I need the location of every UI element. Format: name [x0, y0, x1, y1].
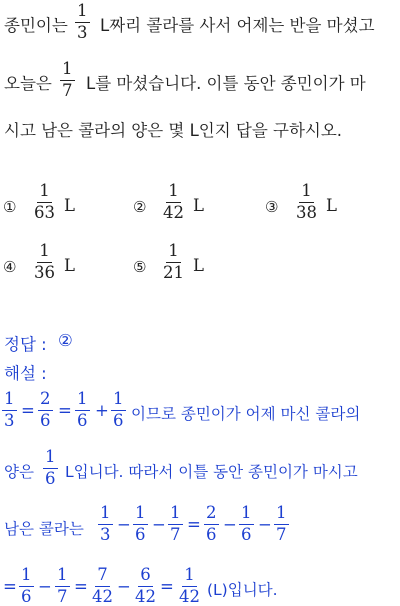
numerator: 1	[43, 449, 58, 469]
choice-fraction	[294, 183, 319, 221]
fraction	[98, 505, 113, 543]
choice-unit: L	[64, 256, 75, 275]
fraction-one-seventh	[60, 61, 75, 99]
numerator: 2	[204, 505, 219, 525]
denominator: 3	[77, 22, 88, 42]
denominator: 7	[170, 524, 181, 544]
fraction	[133, 505, 148, 543]
numerator: 1	[60, 61, 75, 81]
denominator: 38	[296, 202, 317, 222]
denominator: 42	[92, 586, 113, 606]
numerator: 1	[111, 391, 126, 411]
explanation-row4-end: (L)입니다.	[207, 581, 278, 599]
answer-value: ②	[58, 331, 73, 350]
denominator: 42	[135, 586, 156, 606]
denominator: 6	[45, 468, 56, 488]
numerator: 1	[274, 505, 289, 525]
choice-marker: ③	[265, 198, 279, 216]
fraction	[168, 505, 183, 543]
denominator: 36	[34, 262, 55, 282]
denominator: 7	[276, 524, 287, 544]
denominator: 6	[113, 410, 124, 430]
problem-line2-end: L를 마셨습니다. 이틀 동안 종민이가 마	[86, 74, 366, 93]
numerator: 1	[168, 505, 183, 525]
fraction	[239, 505, 254, 543]
fraction	[43, 449, 58, 487]
problem-line1-start: 종민이는	[4, 16, 68, 35]
choice-marker: ①	[3, 198, 17, 216]
numerator: 7	[95, 567, 110, 587]
denominator: 7	[57, 586, 68, 606]
explanation-row2-end: L입니다. 따라서 이틀 동안 종민이가 마시고	[65, 463, 358, 481]
problem-line2-start: 오늘은	[4, 74, 52, 93]
numerator: 1	[55, 567, 70, 587]
fraction	[75, 391, 90, 429]
choice-fraction	[32, 183, 57, 221]
denominator: 6	[40, 410, 51, 430]
fraction	[204, 505, 219, 543]
minus-sign: −	[38, 577, 52, 596]
numerator: 1	[239, 505, 254, 525]
numerator: 1	[299, 183, 314, 203]
denominator: 6	[241, 524, 252, 544]
numerator: 1	[166, 183, 181, 203]
equals-sign: =	[21, 401, 35, 420]
denominator: 63	[34, 202, 55, 222]
numerator: 2	[38, 391, 53, 411]
numerator: 1	[98, 505, 113, 525]
denominator: 21	[163, 262, 184, 282]
equals-sign: =	[187, 515, 201, 534]
fraction	[133, 567, 158, 605]
denominator: 3	[100, 524, 111, 544]
explanation-label: 해설 :	[4, 364, 47, 383]
answer-label: 정답 :	[4, 335, 47, 354]
fraction	[19, 567, 34, 605]
equals-sign: =	[58, 401, 72, 420]
denominator: 6	[77, 410, 88, 430]
numerator: 1	[182, 567, 197, 587]
denominator: 7	[62, 80, 73, 100]
fraction	[38, 391, 53, 429]
minus-sign: −	[258, 515, 272, 534]
choice-fraction	[161, 243, 186, 281]
denominator: 42	[179, 586, 200, 606]
numerator: 1	[2, 391, 17, 411]
numerator: 1	[75, 3, 90, 23]
numerator: 6	[138, 567, 153, 587]
choice-unit: L	[193, 256, 204, 275]
explanation-row1-text: 이므로 종민이가 어제 마신 콜라의	[131, 405, 361, 423]
fraction	[111, 391, 126, 429]
numerator: 1	[37, 243, 52, 263]
fraction	[90, 567, 115, 605]
numerator: 1	[37, 183, 52, 203]
choice-unit: L	[326, 196, 337, 215]
denominator: 6	[135, 524, 146, 544]
minus-sign: −	[152, 515, 166, 534]
choice-marker: ④	[3, 258, 17, 276]
denominator: 3	[4, 410, 15, 430]
numerator: 1	[19, 567, 34, 587]
choice-marker: ⑤	[133, 258, 147, 276]
numerator: 1	[166, 243, 181, 263]
minus-sign: −	[223, 515, 237, 534]
fraction	[177, 567, 202, 605]
fraction	[55, 567, 70, 605]
fraction	[2, 391, 17, 429]
choice-fraction	[161, 183, 186, 221]
numerator: 1	[75, 391, 90, 411]
choice-marker: ②	[133, 198, 147, 216]
explanation-row2-start: 양은	[4, 463, 34, 481]
denominator: 6	[206, 524, 217, 544]
problem-line1-end: L짜리 콜라를 사서 어제는 반을 마셨고	[100, 16, 375, 35]
minus-sign: −	[117, 515, 131, 534]
equals-sign: =	[74, 577, 88, 596]
equals-sign: =	[3, 577, 17, 596]
problem-line3: 시고 남은 콜라의 양은 몇 L인지 답을 구하시오.	[4, 121, 343, 140]
plus-sign: +	[95, 401, 109, 420]
denominator: 6	[21, 586, 32, 606]
choice-unit: L	[64, 196, 75, 215]
equals-sign: =	[160, 577, 174, 596]
minus-sign: −	[117, 577, 131, 596]
fraction-one-third	[75, 3, 90, 41]
choice-fraction	[32, 243, 57, 281]
explanation-row3-start: 남은 콜라는	[4, 520, 84, 538]
numerator: 1	[133, 505, 148, 525]
denominator: 42	[163, 202, 184, 222]
fraction	[274, 505, 289, 543]
choice-unit: L	[193, 196, 204, 215]
